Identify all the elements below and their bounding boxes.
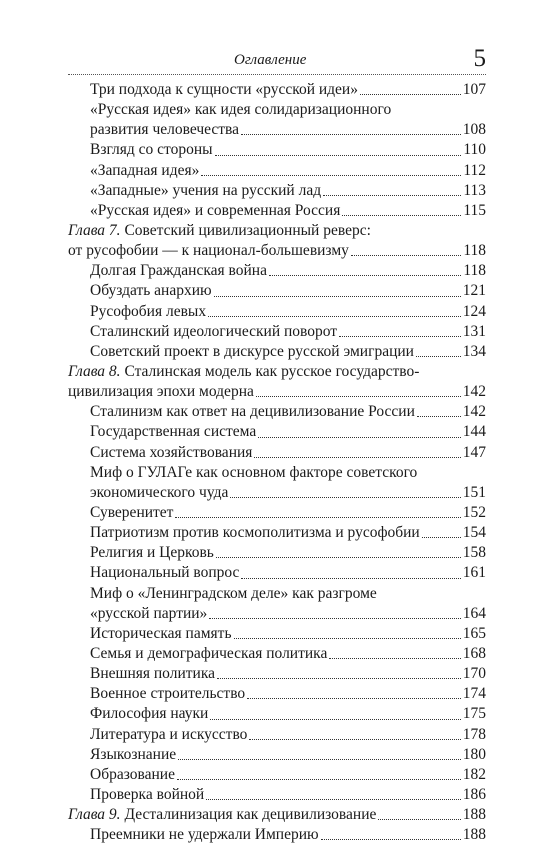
toc-entry-title	[90, 664, 215, 684]
toc-entry-text: Система хозяйствования	[90, 443, 253, 461]
toc-entry-title	[68, 221, 371, 241]
toc-entry-text: «Западная идея»	[90, 161, 200, 179]
dot-leader	[416, 355, 461, 357]
toc-page-ref: 188	[462, 826, 486, 844]
toc-entry-text: Внешняя политика	[90, 665, 215, 683]
toc-entry-title	[68, 362, 419, 382]
toc-entry	[68, 100, 486, 120]
dot-leader	[217, 677, 461, 679]
toc-entry-title	[90, 503, 173, 523]
toc-entry	[68, 181, 486, 201]
toc-entry-title	[90, 261, 267, 281]
dot-leader	[339, 335, 461, 337]
toc-entry	[68, 261, 486, 281]
toc-entry	[68, 825, 486, 845]
toc-page-ref: 134	[462, 342, 486, 360]
toc-entry-title	[90, 422, 256, 442]
toc-entry-text: Миф о «Ленинградском деле» как разгроме	[90, 584, 377, 602]
toc-entry-text: Военное строительство	[90, 685, 246, 703]
toc-entry-text: Три подхода к сущности «русской идеи»	[90, 81, 358, 98]
toc-entry	[68, 563, 486, 583]
toc-page-ref: 131	[462, 322, 486, 340]
toc-entry-title	[90, 543, 214, 563]
dot-leader	[209, 617, 460, 619]
toc-entry-title	[90, 604, 207, 624]
dot-leader	[175, 516, 460, 518]
toc-entry-text: Долгая Гражданская война	[90, 262, 267, 280]
dot-leader	[216, 556, 461, 558]
toc-entry	[68, 342, 486, 362]
toc-entry-text: «русской партии»	[90, 604, 208, 622]
toc-page-ref: 124	[462, 302, 486, 320]
toc-page-ref: 118	[463, 262, 486, 280]
toc-entry-text: Семья и демографическая политика	[90, 644, 328, 662]
toc-entry	[68, 161, 486, 181]
dot-leader	[214, 295, 461, 297]
toc-entry-text: от русофобии — к национал-большевизму	[68, 242, 349, 260]
toc-entry	[68, 785, 486, 805]
toc-entry-text: Языкознание	[90, 745, 177, 763]
toc-entry	[68, 201, 486, 221]
dot-leader	[378, 818, 460, 820]
dot-leader	[201, 174, 461, 176]
toc-page-ref: 151	[462, 483, 486, 501]
toc-entry-title	[90, 443, 252, 463]
toc-page-ref: 112	[463, 161, 486, 179]
toc-page-ref: 113	[463, 181, 486, 199]
chapter-number: Глава 9.	[68, 806, 121, 824]
toc-entry-title	[90, 725, 247, 745]
toc-entry-title	[90, 302, 206, 322]
toc-entry-text: цивилизация эпохи модерна	[68, 383, 254, 401]
toc-chapter-entry	[68, 241, 486, 261]
dot-leader	[247, 697, 461, 699]
toc-page-ref: 182	[462, 765, 486, 783]
toc-entry-text: Советский цивилизационный реверс:	[120, 221, 371, 239]
toc-page-ref: 107	[462, 81, 486, 98]
toc-page-ref: 121	[462, 282, 486, 300]
toc-chapter-entry	[68, 362, 486, 382]
toc-entry-title	[90, 704, 208, 724]
dot-leader	[321, 838, 461, 840]
toc-entry-text: Советский проект в дискурсе русской эмиграции	[90, 342, 414, 360]
toc-entry-text: Взгляд со стороны	[90, 141, 213, 159]
toc-entry	[68, 543, 486, 563]
toc-entry	[68, 644, 486, 664]
toc-entry-title	[68, 241, 349, 261]
toc-page-ref: 161	[462, 564, 486, 582]
toc-page-ref: 170	[462, 665, 486, 683]
toc-entry-text: «Западные» учения на русский лад	[90, 181, 322, 199]
running-header	[68, 46, 486, 72]
dot-leader	[178, 758, 461, 760]
toc-entry-title	[90, 745, 176, 765]
dot-leader	[177, 778, 461, 780]
toc-entry-title	[90, 402, 415, 422]
toc-entry-text: экономического чуда	[90, 483, 229, 501]
toc-entry-title	[90, 563, 239, 583]
dot-leader	[208, 315, 461, 317]
toc-entry-text: Национальный вопрос	[90, 564, 240, 582]
toc-entry	[68, 604, 486, 624]
dot-leader	[351, 254, 461, 256]
toc-entry	[68, 684, 486, 704]
toc-entry	[68, 624, 486, 644]
toc-entry-title	[90, 140, 213, 160]
toc-entry-text: Суверенитет	[90, 503, 174, 521]
toc-entry-title	[90, 483, 228, 503]
toc-page-ref: 142	[462, 403, 486, 421]
toc-entry-title	[90, 201, 340, 221]
toc-entry-title	[90, 100, 391, 120]
toc-entry-title	[90, 281, 212, 301]
dot-leader	[230, 496, 460, 498]
toc-entry-title	[90, 644, 327, 664]
toc-entry-text: Миф о ГУЛАГе как основном факторе советского	[90, 463, 418, 481]
toc-entry	[68, 523, 486, 543]
toc-page-ref: 142	[462, 383, 486, 401]
toc-page-ref: 188	[462, 806, 486, 824]
dot-leader	[422, 536, 461, 538]
toc-chapter-entry	[68, 805, 486, 825]
dot-leader	[256, 395, 461, 397]
toc-entry	[68, 725, 486, 745]
toc-entry	[68, 745, 486, 765]
toc-page-ref: 108	[462, 121, 486, 139]
toc-page-ref: 175	[462, 705, 486, 723]
toc-page-ref: 165	[462, 624, 486, 642]
toc-entry-text: Проверка войной	[90, 785, 205, 803]
toc-page-ref: 158	[462, 544, 486, 562]
toc-entry-text: Образование	[90, 765, 175, 783]
dot-leader	[258, 436, 461, 438]
toc-entry	[68, 765, 486, 785]
toc-entry-text: Философия науки	[90, 705, 209, 723]
toc-page-ref: 152	[462, 503, 486, 521]
toc-page-ref: 144	[462, 423, 486, 441]
toc-entry-title	[90, 785, 204, 805]
dot-leader	[329, 657, 460, 659]
dot-leader	[241, 577, 460, 579]
toc-chapter-entry	[68, 382, 486, 402]
toc-entry-title	[68, 805, 376, 825]
toc-page-ref: 115	[463, 201, 486, 219]
toc-entry-text: Обуздать анархию	[90, 282, 212, 300]
dot-leader	[342, 214, 461, 216]
toc-entry	[68, 281, 486, 301]
toc-entry-text: Сталинский идеологический поворот	[90, 322, 338, 340]
dot-leader	[234, 637, 461, 639]
page-number: 5	[473, 45, 486, 72]
toc-entry	[68, 704, 486, 724]
toc-entry-text: Религия и Церковь	[90, 544, 214, 562]
toc-entry-title	[90, 181, 321, 201]
toc-entry-title	[90, 342, 414, 362]
toc-entry-title	[90, 765, 175, 785]
toc-entry-text: Преемники не удержали Империю	[90, 826, 319, 844]
table-of-contents	[68, 80, 486, 845]
toc-entry-title	[90, 584, 377, 604]
toc-entry	[68, 80, 486, 100]
toc-entry	[68, 584, 486, 604]
toc-entry-text: Литература и искусство	[90, 725, 248, 743]
chapter-number: Глава 7.	[68, 221, 121, 239]
toc-entry-title	[90, 322, 337, 342]
toc-entry	[68, 302, 486, 322]
toc-page-ref: 178	[462, 725, 486, 743]
toc-entry	[68, 402, 486, 422]
toc-entry-text: Десталинизация как децивилизование	[120, 806, 377, 824]
toc-entry-text: Русофобия левых	[90, 302, 207, 320]
dot-leader	[323, 194, 461, 196]
dot-leader	[249, 738, 460, 740]
dot-leader	[206, 798, 461, 800]
toc-entry-title	[68, 382, 254, 402]
header-divider	[68, 74, 486, 75]
toc-entry-text: Историческая память	[90, 624, 232, 642]
dot-leader	[215, 154, 462, 156]
toc-page-ref: 186	[462, 785, 486, 803]
toc-page-ref: 174	[462, 685, 486, 703]
toc-entry-title	[90, 523, 420, 543]
toc-entry-title	[90, 825, 319, 845]
toc-entry	[68, 322, 486, 342]
toc-entry-title	[90, 624, 232, 644]
toc-entry-text: Государственная система	[90, 423, 257, 441]
toc-page-ref: 110	[463, 141, 486, 159]
toc-entry-text: «Русская идея» как идея солидаризационного	[90, 101, 392, 119]
toc-page-ref: 147	[462, 443, 486, 461]
running-header-title: Оглавление	[234, 52, 307, 68]
toc-entry	[68, 483, 486, 503]
dot-leader	[360, 93, 461, 95]
toc-page-ref: 118	[463, 242, 486, 260]
toc-entry-title	[90, 161, 199, 181]
toc-page-ref: 154	[462, 524, 486, 542]
toc-chapter-entry	[68, 221, 486, 241]
toc-entry	[68, 422, 486, 442]
toc-page-ref: 168	[462, 644, 486, 662]
dot-leader	[254, 456, 460, 458]
dot-leader	[241, 133, 461, 135]
toc-entry-text: Сталинская модель как русское государство-	[120, 362, 420, 380]
chapter-number: Глава 8.	[68, 362, 121, 380]
dot-leader	[417, 415, 461, 417]
dot-leader	[210, 718, 460, 720]
toc-entry-text: «Русская идея» и современная Россия	[90, 201, 341, 219]
toc-entry	[68, 140, 486, 160]
toc-page-ref: 164	[462, 604, 486, 622]
toc-page-ref: 180	[462, 745, 486, 763]
toc-entry-text: развития человечества	[90, 121, 240, 139]
toc-entry-text: Патриотизм против космополитизма и русофобии	[90, 524, 420, 542]
toc-entry	[68, 443, 486, 463]
toc-entry-title	[90, 120, 239, 140]
toc-entry-title	[90, 684, 245, 704]
toc-entry	[68, 503, 486, 523]
dot-leader	[269, 274, 461, 276]
toc-entry-title	[90, 463, 417, 483]
toc-entry	[68, 664, 486, 684]
toc-entry	[68, 120, 486, 140]
toc-entry-title	[90, 80, 358, 100]
toc-entry-text: Сталинизм как ответ на децивилизование России	[90, 403, 415, 421]
toc-entry	[68, 463, 486, 483]
